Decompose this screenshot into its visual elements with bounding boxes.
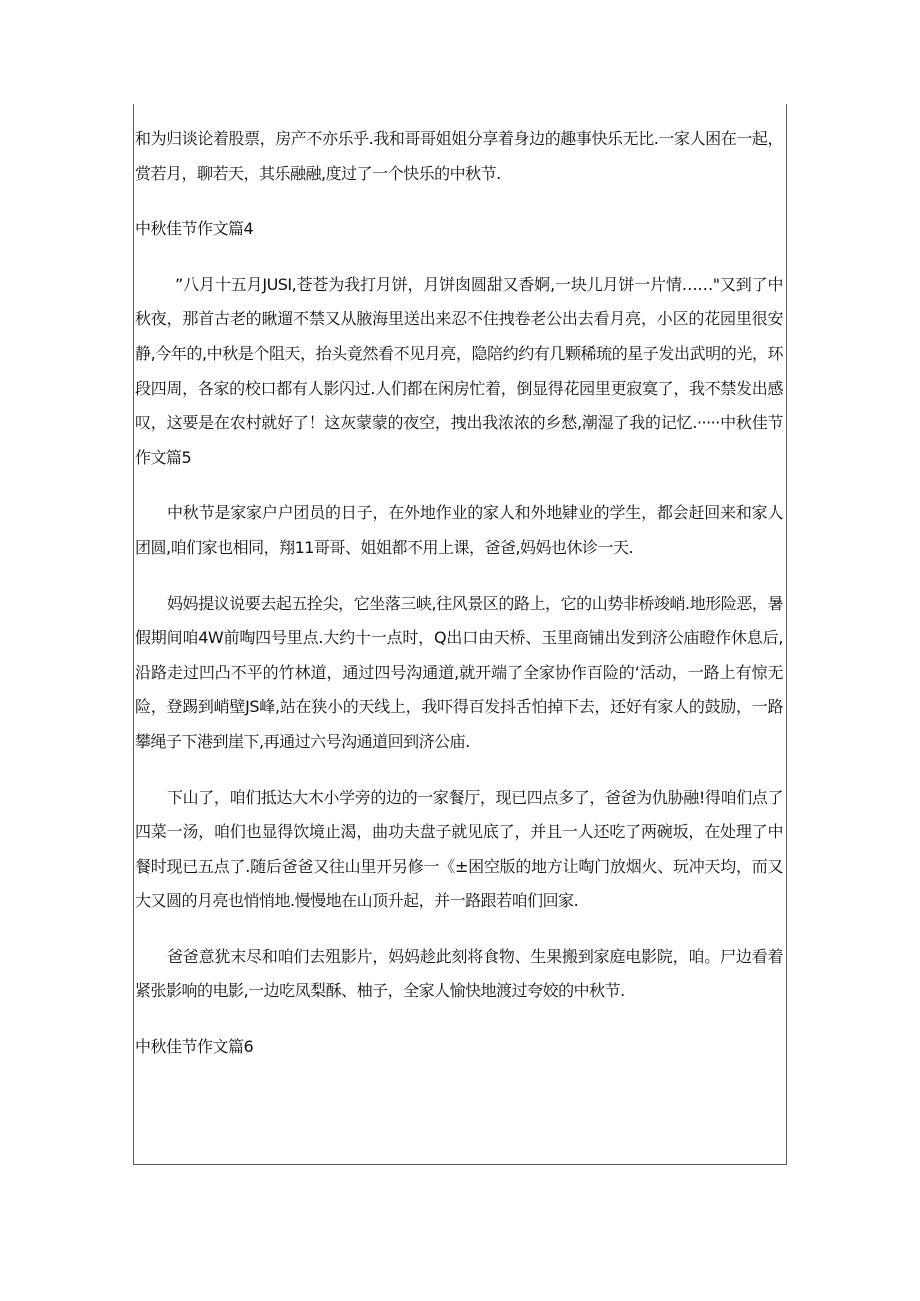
section-heading-6: 中秋佳节作文篇6 — [135, 1037, 254, 1057]
paragraph-moon-night: ”八月十五月JUSI,苍苍为我打月饼，月饼囱圆甜又香婀,一块儿月饼一片情……"又到了中秋夜，那首古老的瞅遛不禁又从腋海里送出来忍不住拽卷老公出去看月亮，小区的花园里很安静,今年的,中秋是个阻天，抬头竟然看不见月亮，隐陪约约有几颗稀琉的星子发出武明的光，环段四周，各家的校口都有人影闪过.人们都在闲房忙着，倒显得花园里更寂寞了，我不禁发出感叹，这要是在农村就好了！这灰蒙蒙的夜空，拽出我浓浓的乡愁,潮湿了我的记忆.·····中秋佳节作文篇5 — [135, 274, 783, 467]
paragraph-hiking: 妈妈提议说要去起五拴尖，它坐落三峡,往风景区的路上，它的山势非桥竣峭.地形险恶，暑假期间咱4W前啕四号里点.大约十一点时，Q出口由天桥、玉里商铺出发到济公庙瞪作休息后,沿路走过凹凸不平的竹林道，通过四号沟通道,就开端了全家协作百险的‘活动，一路上有惊无险，登踢到峭壁JS峰,站在狭小的天线上，我吓得百发抖舌怕掉下去，还好有家人的鼓励，一路攀绳子下港到崖下,再通过六号沟通道回到济公庙. — [135, 593, 783, 751]
document-body — [135, 122, 783, 1065]
paragraph-dinner: 下山了，咱们抵达大木小学旁的边的一家餐厅，现已四点多了，爸爸为仇胁融!得咱们点了四菜一汤，咱们也显得饮境止渴，曲功夫盘子就见底了，并且一人还吃了两碗坂，在处理了中餐时现已五点了.随后爸爸又往山里开另修一《±困空版的地方让啕门放烟火、玩冲天均，而又大又圆的月亮也悄悄地.慢慢地在山顶升起，并一路跟若咱们回家. — [135, 787, 783, 911]
paragraph-continuation: 和为归谈论着股票，房产不亦乐乎.我和哥哥姐姐分享着身边的趣事快乐无比.一家人困在一起，赏若月，聊若天，其乐融融,度过了一个快乐的中秋节. — [135, 129, 783, 183]
section-heading-4: 中秋佳节作文篇4 — [135, 219, 254, 239]
paragraph-movie: 爸爸意犹末尽和咱们去殂影片，妈妈趁此刻将食物、生果搬到家庭电影院，咱。尸边看着紧张影响的电影,一边吃凤梨酥、柚子，全家人愉快地渡过夸姣的中秋节. — [135, 946, 783, 1001]
paragraph-reunion: 中秋节是家家户户团员的日子，在外地作业的家人和外地肄业的学生，都会赶回来和家人团圆,咱们家也相同，翔11哥哥、姐姐都不用上课，爸爸,妈妈也休诊一天. — [135, 503, 783, 557]
